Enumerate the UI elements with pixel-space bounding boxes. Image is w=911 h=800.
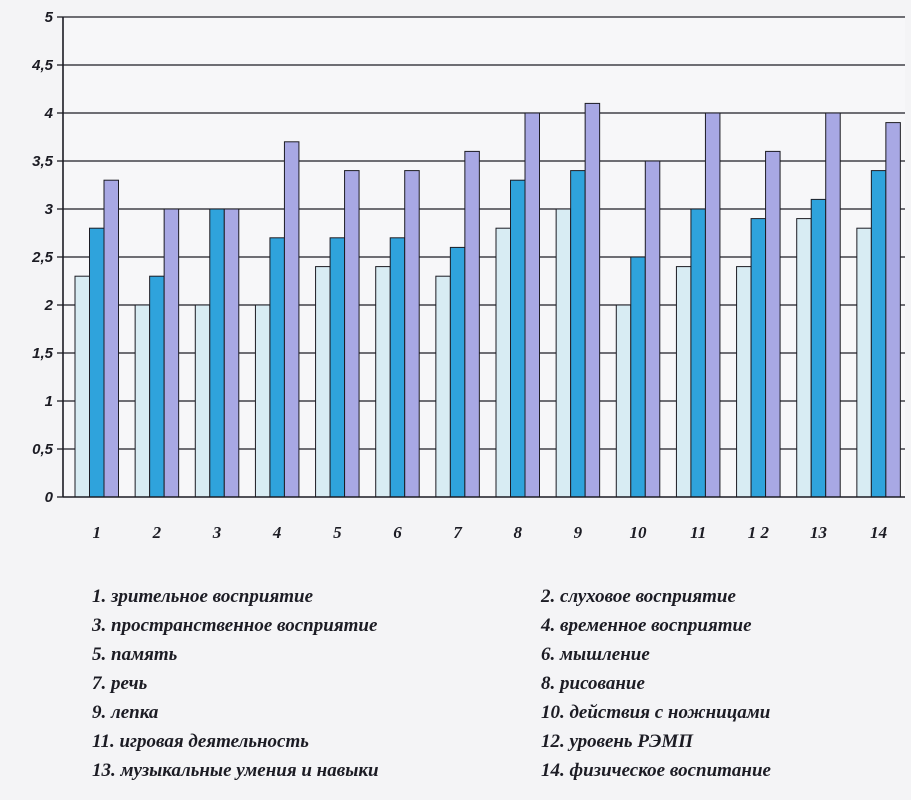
bar <box>751 219 766 497</box>
bar <box>210 209 225 497</box>
bar <box>450 247 465 497</box>
x-tick-label: 11 <box>690 523 707 542</box>
bar <box>645 161 660 497</box>
x-tick-label: 9 <box>573 523 583 542</box>
bar <box>405 171 420 497</box>
bar <box>436 276 451 497</box>
bar <box>195 305 210 497</box>
bar <box>556 209 571 497</box>
bar <box>797 219 812 497</box>
legend-item: 5. память <box>92 644 178 665</box>
y-tick-label: 3,5 <box>32 153 53 170</box>
x-tick-label: 5 <box>333 523 342 542</box>
bar <box>135 305 150 497</box>
legend-item: 10. действия с ножницами <box>541 702 771 723</box>
x-tick-label: 3 <box>212 523 222 542</box>
x-tick-label: 1 2 <box>747 523 769 542</box>
bar <box>676 267 691 497</box>
legend-item: 14. физическое воспитание <box>541 760 771 781</box>
legend <box>0 586 911 786</box>
bar <box>886 123 901 497</box>
bar <box>316 267 331 497</box>
bar <box>150 276 165 497</box>
legend-item: 13. музыкальные умения и навыки <box>92 760 379 781</box>
legend-item: 3. пространственное восприятие <box>92 615 378 636</box>
x-axis-ticks <box>93 523 888 542</box>
bar <box>270 238 285 497</box>
bar <box>766 151 781 497</box>
x-tick-label: 2 <box>152 523 162 542</box>
legend-item: 12. уровень РЭМП <box>541 731 693 752</box>
y-tick-label: 4 <box>44 105 53 122</box>
legend-item: 7. речь <box>92 673 148 694</box>
y-tick-label: 2,5 <box>32 249 53 266</box>
bar <box>496 228 511 497</box>
x-tick-label: 10 <box>629 523 647 542</box>
y-axis-ticks <box>31 9 54 506</box>
bar <box>284 142 299 497</box>
bar <box>585 103 600 497</box>
x-tick-label: 6 <box>393 523 402 542</box>
bar <box>857 228 872 497</box>
bar <box>616 305 631 497</box>
bar <box>164 209 179 497</box>
bar <box>871 171 886 497</box>
bar <box>104 180 119 497</box>
x-tick-label: 1 <box>92 523 101 542</box>
bar <box>345 171 360 497</box>
x-tick-label: 8 <box>513 523 522 542</box>
y-tick-label: 1,5 <box>32 345 53 362</box>
bar <box>737 267 752 497</box>
bar <box>224 209 239 497</box>
bar <box>75 276 90 497</box>
x-tick-label: 4 <box>272 523 282 542</box>
bar <box>631 257 646 497</box>
x-tick-label: 7 <box>453 523 462 542</box>
bar <box>571 171 586 497</box>
legend-item: 2. слуховое восприятие <box>541 586 736 607</box>
y-tick-label: 1 <box>44 393 53 410</box>
y-tick-label: 3 <box>44 201 53 218</box>
bar <box>826 113 841 497</box>
legend-item: 4. временное восприятие <box>541 615 752 636</box>
bar <box>90 228 105 497</box>
legend-item: 11. игровая деятельность <box>92 731 309 752</box>
legend-item: 6. мышление <box>541 644 650 665</box>
legend-item: 9. лепка <box>92 702 159 723</box>
y-tick-label: 4,5 <box>32 57 53 74</box>
bar <box>376 267 391 497</box>
bar <box>705 113 720 497</box>
y-tick-label: 0 <box>44 489 53 506</box>
legend-item: 8. рисование <box>541 673 645 694</box>
y-tick-label: 5 <box>44 9 53 26</box>
x-tick-label: 13 <box>809 523 827 542</box>
bar <box>811 199 826 497</box>
bar <box>465 151 480 497</box>
legend-item: 1. зрительное восприятие <box>92 586 314 607</box>
y-tick-label: 0,5 <box>32 441 53 458</box>
bar <box>511 180 526 497</box>
y-tick-label: 2 <box>44 297 53 314</box>
bar <box>390 238 405 497</box>
bar <box>330 238 345 497</box>
x-tick-label: 14 <box>870 523 888 542</box>
bar <box>255 305 270 497</box>
bar <box>525 113 540 497</box>
bar <box>691 209 706 497</box>
